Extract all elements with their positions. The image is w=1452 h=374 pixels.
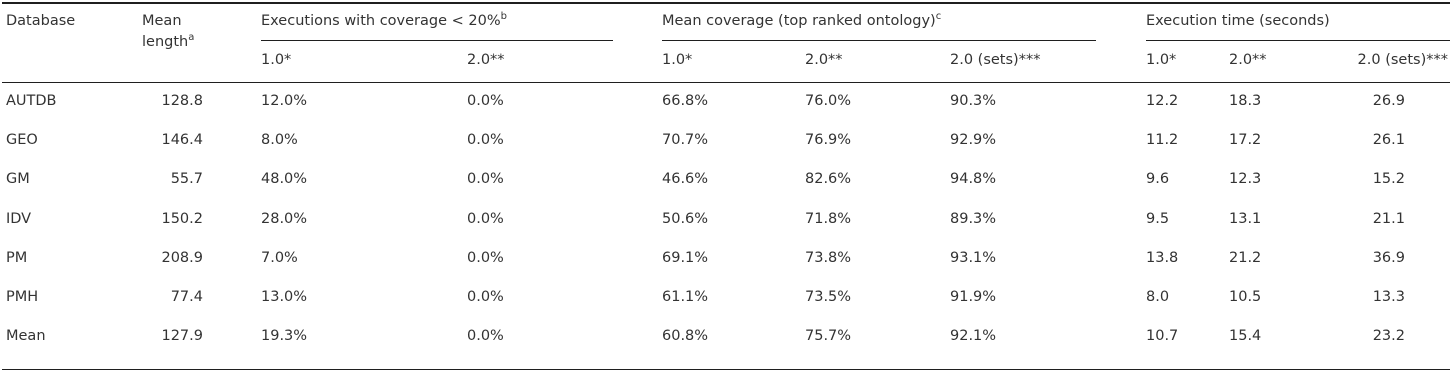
cell-exec-time-v2: 12.3 bbox=[1229, 171, 1262, 187]
cell-mean-length: 127.9 bbox=[161, 328, 203, 344]
cell-mean-coverage-v2: 71.8% bbox=[805, 211, 852, 227]
cell-exec-time-v2-sets: 26.1 bbox=[1372, 132, 1405, 148]
cell-mean-coverage-v2: 73.5% bbox=[805, 289, 852, 305]
cell-coverage-lt20-v1: 7.0% bbox=[261, 250, 298, 266]
cell-exec-time-v2: 10.5 bbox=[1229, 289, 1262, 305]
cell-database: GEO bbox=[6, 132, 38, 148]
coverage-lt20-group-rule bbox=[261, 40, 613, 41]
cell-mean-length: 146.4 bbox=[161, 132, 203, 148]
cell-mean-length: 150.2 bbox=[161, 211, 203, 227]
cell-mean-coverage-v1: 66.8% bbox=[662, 93, 709, 109]
cell-coverage-lt20-v2: 0.0% bbox=[467, 289, 504, 305]
cell-coverage-lt20-v2: 0.0% bbox=[467, 93, 504, 109]
footnote-marker-b: b bbox=[500, 11, 507, 22]
subheader-mean-v2: 2.0** bbox=[805, 52, 843, 68]
cell-exec-time-v2-sets: 26.9 bbox=[1372, 93, 1405, 109]
cell-database: Mean bbox=[6, 328, 46, 344]
cell-coverage-lt20-v1: 28.0% bbox=[261, 211, 308, 227]
cell-exec-time-v1: 8.0 bbox=[1146, 289, 1170, 305]
cell-mean-coverage-v2-sets: 90.3% bbox=[950, 93, 997, 109]
cell-database: PM bbox=[6, 250, 28, 266]
cell-mean-coverage-v2-sets: 94.8% bbox=[950, 171, 997, 187]
subheader-time-v2: 2.0** bbox=[1229, 52, 1267, 68]
subheader-mean-v1: 1.0* bbox=[662, 52, 693, 68]
cell-coverage-lt20-v1: 12.0% bbox=[261, 93, 308, 109]
header-exec-time: Execution time (seconds) bbox=[1146, 13, 1330, 29]
cell-mean-coverage-v1: 70.7% bbox=[662, 132, 709, 148]
cell-exec-time-v2-sets: 36.9 bbox=[1372, 250, 1405, 266]
mean-coverage-group-rule bbox=[662, 40, 1096, 41]
cell-coverage-lt20-v2: 0.0% bbox=[467, 250, 504, 266]
cell-mean-coverage-v2: 82.6% bbox=[805, 171, 852, 187]
table-bottom-rule bbox=[2, 369, 1450, 370]
cell-coverage-lt20-v1: 13.0% bbox=[261, 289, 308, 305]
cell-coverage-lt20-v2: 0.0% bbox=[467, 171, 504, 187]
cell-exec-time-v1: 12.2 bbox=[1146, 93, 1179, 109]
cell-exec-time-v2-sets: 21.1 bbox=[1372, 211, 1405, 227]
cell-mean-coverage-v2-sets: 89.3% bbox=[950, 211, 997, 227]
cell-exec-time-v2-sets: 13.3 bbox=[1372, 289, 1405, 305]
cell-mean-coverage-v2-sets: 93.1% bbox=[950, 250, 997, 266]
cell-mean-coverage-v2-sets: 92.1% bbox=[950, 328, 997, 344]
cell-database: AUTDB bbox=[6, 93, 57, 109]
cell-mean-coverage-v2: 76.9% bbox=[805, 132, 852, 148]
footnote-marker-a: a bbox=[188, 32, 195, 43]
cell-coverage-lt20-v2: 0.0% bbox=[467, 328, 504, 344]
cell-exec-time-v2-sets: 15.2 bbox=[1372, 171, 1405, 187]
cell-mean-coverage-v1: 69.1% bbox=[662, 250, 709, 266]
cell-mean-length: 55.7 bbox=[170, 171, 203, 187]
cell-exec-time-v1: 10.7 bbox=[1146, 328, 1179, 344]
cell-coverage-lt20-v1: 19.3% bbox=[261, 328, 308, 344]
cell-mean-coverage-v1: 50.6% bbox=[662, 211, 709, 227]
header-mean-coverage: Mean coverage (top ranked ontology)$^c$ bbox=[662, 11, 942, 29]
cell-exec-time-v2: 15.4 bbox=[1229, 328, 1262, 344]
cell-mean-length: 128.8 bbox=[161, 93, 203, 109]
table-top-rule bbox=[2, 2, 1450, 4]
cell-exec-time-v1: 9.5 bbox=[1146, 211, 1170, 227]
cell-exec-time-v1: 13.8 bbox=[1146, 250, 1179, 266]
cell-database: GM bbox=[6, 171, 30, 187]
cell-coverage-lt20-v1: 8.0% bbox=[261, 132, 298, 148]
footnote-marker-c: c bbox=[935, 11, 942, 22]
cell-exec-time-v2: 13.1 bbox=[1229, 211, 1262, 227]
cell-mean-length: 77.4 bbox=[170, 289, 203, 305]
subheader-time-v1: 1.0* bbox=[1146, 52, 1177, 68]
cell-mean-length: 208.9 bbox=[161, 250, 203, 266]
cell-mean-coverage-v1: 60.8% bbox=[662, 328, 709, 344]
header-mean-length-line1: Mean bbox=[142, 13, 182, 29]
cell-mean-coverage-v2: 75.7% bbox=[805, 328, 852, 344]
cell-exec-time-v2: 17.2 bbox=[1229, 132, 1262, 148]
cell-mean-coverage-v1: 61.1% bbox=[662, 289, 709, 305]
cell-database: IDV bbox=[6, 211, 32, 227]
cell-coverage-lt20-v1: 48.0% bbox=[261, 171, 308, 187]
cell-exec-time-v2: 21.2 bbox=[1229, 250, 1262, 266]
cell-coverage-lt20-v2: 0.0% bbox=[467, 211, 504, 227]
header-database: Database bbox=[6, 13, 76, 29]
cell-mean-coverage-v2-sets: 92.9% bbox=[950, 132, 997, 148]
cell-mean-coverage-v2: 73.8% bbox=[805, 250, 852, 266]
subheader-coverage-v2: 2.0** bbox=[467, 52, 505, 68]
exec-time-group-rule bbox=[1146, 40, 1450, 41]
cell-exec-time-v1: 9.6 bbox=[1146, 171, 1170, 187]
subheader-coverage-v1: 1.0* bbox=[261, 52, 292, 68]
cell-database: PMH bbox=[6, 289, 39, 305]
cell-exec-time-v2-sets: 23.2 bbox=[1372, 328, 1405, 344]
header-mean-length-line2: length$^a$ bbox=[142, 32, 195, 50]
cell-exec-time-v2: 18.3 bbox=[1229, 93, 1262, 109]
cell-mean-coverage-v2-sets: 91.9% bbox=[950, 289, 997, 305]
header-coverage-lt20: Executions with coverage < 20%$^b$ bbox=[261, 11, 507, 29]
cell-exec-time-v1: 11.2 bbox=[1146, 132, 1179, 148]
table-header-rule bbox=[2, 82, 1450, 83]
subheader-mean-v2-sets: 2.0 (sets)*** bbox=[950, 52, 1041, 68]
cell-coverage-lt20-v2: 0.0% bbox=[467, 132, 504, 148]
subheader-time-v2-sets: 2.0 (sets)*** bbox=[1357, 52, 1448, 68]
cell-mean-coverage-v2: 76.0% bbox=[805, 93, 852, 109]
cell-mean-coverage-v1: 46.6% bbox=[662, 171, 709, 187]
